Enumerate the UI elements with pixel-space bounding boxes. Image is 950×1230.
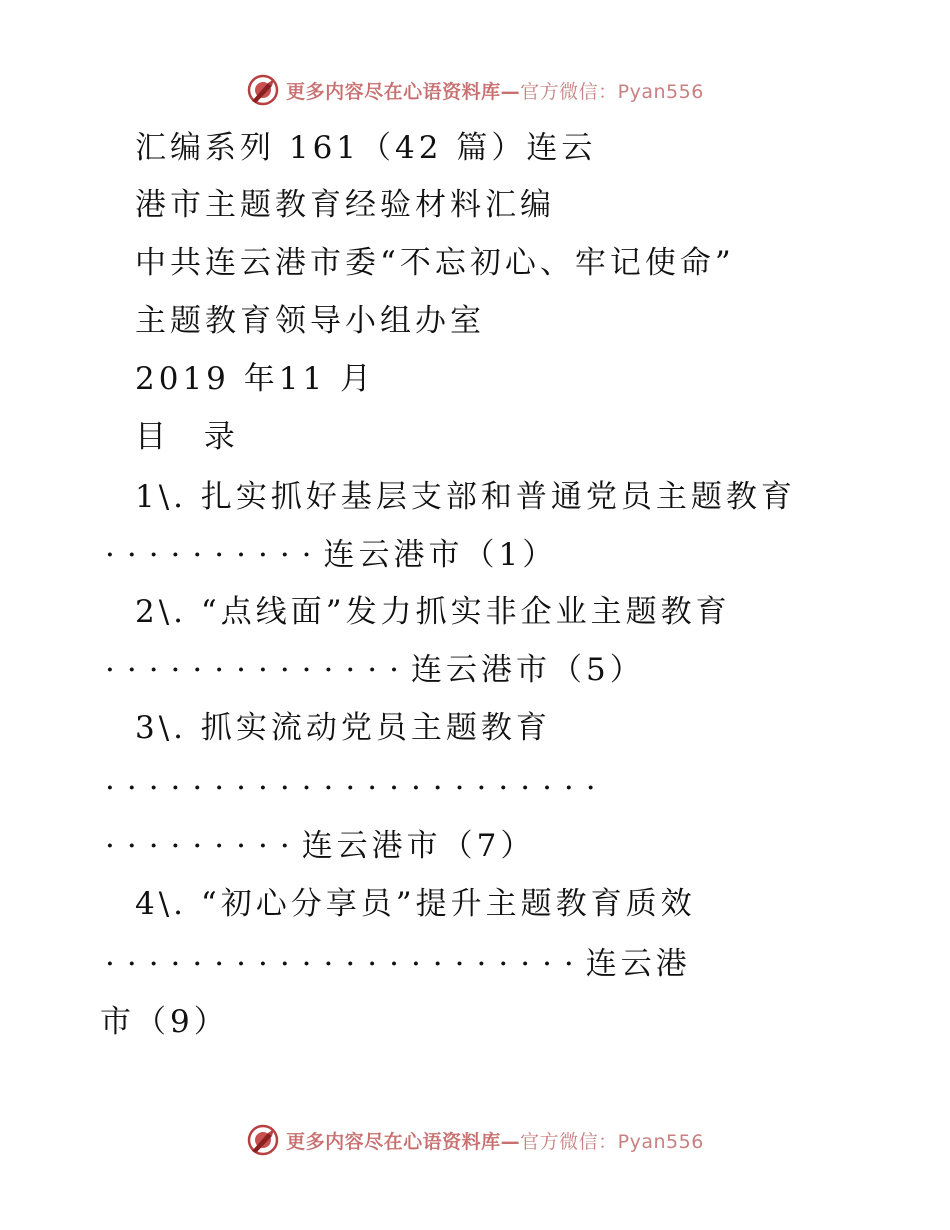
pen-logo-icon — [246, 73, 280, 107]
doc-date: 2019 年11 月 — [135, 361, 376, 397]
doc-org-line-2: 主题教育领导小组办室 — [135, 303, 485, 339]
toc-entry-2-leader — [105, 650, 645, 690]
doc-title-line-1: 汇编系列 161（42 篇）连云 — [135, 130, 597, 166]
banner-text: 更多内容尽在心语资料库—官方微信：Pyan556 — [286, 1130, 704, 1153]
toc-entry-4-source-wrap: 市（9） — [100, 1004, 229, 1040]
toc-entry-1-source: 连云港市（1） — [323, 537, 558, 573]
dot-leader: ········· — [105, 828, 302, 864]
header-banner — [0, 70, 950, 110]
doc-org-line-1: 中共连云港市委“不忘初心、牢记使命” — [135, 245, 735, 281]
dot-leader: ······················ — [105, 946, 586, 982]
pen-logo-icon — [246, 1123, 280, 1157]
toc-entry-4-source: 连云港 — [585, 946, 691, 982]
toc-entry-2-source: 连云港市（5） — [410, 652, 645, 688]
toc-entry-3-leader — [105, 826, 535, 866]
toc-heading: 目 录 — [135, 419, 249, 455]
dot-leader: ·········· — [105, 537, 324, 573]
dot-leader: ·············· — [105, 652, 411, 688]
toc-entry-2-title[interactable]: 2\. “点线面”发力抓实非企业主题教育 — [135, 594, 731, 630]
toc-entry-3-source: 连云港市（7） — [301, 828, 536, 864]
doc-title-line-2: 港市主题教育经验材料汇编 — [135, 187, 555, 223]
toc-entry-4-title[interactable]: 4\. “初心分享员”提升主题教育质效 — [135, 886, 696, 922]
toc-entry-1-leader — [105, 535, 557, 575]
toc-entry-3-leader-line-1 — [105, 768, 608, 808]
footer-banner — [0, 1120, 950, 1160]
toc-entry-4-leader — [105, 944, 691, 984]
dot-leader: ······················· — [105, 770, 608, 806]
banner-text: 更多内容尽在心语资料库—官方微信：Pyan556 — [286, 80, 704, 103]
toc-entry-1-title[interactable]: 1\. 扎实抓好基层支部和普通党员主题教育 — [135, 479, 796, 515]
toc-entry-3-title[interactable]: 3\. 抓实流动党员主题教育 — [135, 710, 551, 746]
